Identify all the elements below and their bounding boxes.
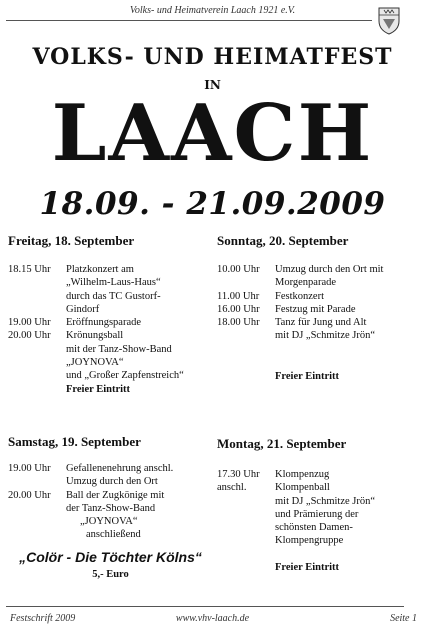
event-line: mit DJ „Schmitze Jrön“ [275,330,376,342]
event-line: und „Großer Zapfenstreich“ [66,370,184,382]
event-time: 18.15 Uhr [8,264,51,275]
free-entry-note: Freier Eintritt [66,383,131,395]
event-line: durch das TC Gustorf- [66,290,161,302]
free-entry-note: Freier Eintritt [275,561,340,573]
schedule-entry [8,329,213,382]
header-text: Volks- und Heimatverein Laach 1921 e.V. [129,5,296,16]
event-time: 19.00 Uhr [8,317,51,329]
event-line: Klompenball [275,482,330,494]
event-time: 20.00 Uhr [8,489,51,501]
schedule-entry [217,290,417,303]
day-block-sunday [217,233,417,382]
event-time: 16.00 Uhr [217,303,260,315]
event-line: mit der Tanz-Show-Band [66,343,172,355]
event-line: Krönungsball [66,330,124,342]
footer-page: Seite 1 [390,613,417,624]
schedule-entry [217,263,417,290]
event-line: der Tanz-Show-Band [66,502,156,514]
event-line: Gefallenenehrung anschl. [66,463,174,474]
festival-dates: 18.09. - 21.09.2009 [39,186,386,222]
event-line: Umzug durch den Ort mit [275,264,384,275]
event-time: 17.30 Uhr [217,469,260,480]
day-block-saturday [8,434,213,542]
schedule-entry [217,481,417,547]
day-heading: Samstag, 19. September [8,434,141,449]
event-line: Umzug durch den Ort [66,476,158,488]
event-line: Ball der Zugkönige mit [66,489,165,501]
schedule-entry [8,316,213,329]
event-line: „Wilhelm-Laus-Haus“ [66,277,161,289]
event-line: „JOYNOVA“ [80,516,138,528]
event-time: 18.00 Uhr [217,317,260,329]
event-line: Festzug mit Parade [275,303,356,315]
event-line: „JOYNOVA“ [66,357,124,369]
event-time: 19.00 Uhr [8,463,51,474]
event-time: 11.00 Uhr [217,290,260,302]
event-time: 10.00 Uhr [217,264,260,275]
guest-band: „Colör - Die Töchter Kölns“ [19,549,202,565]
event-time: 20.00 Uhr [8,330,51,342]
event-line: Eröffnungsparade [66,317,142,329]
event-line: anschließend [86,529,141,541]
event-line: mit DJ „Schmitze Jrön“ [275,495,376,507]
footer-divider [6,606,404,607]
schedule-entry [8,462,213,489]
event-line: Tanz für Jung und Alt [275,317,367,329]
title-in: IN [204,78,221,92]
header-divider [6,20,372,21]
schedule-entry [8,263,213,316]
day-heading: Freitag, 18. September [8,233,135,248]
event-line: Morgenparade [275,277,337,289]
free-entry-note: Freier Eintritt [275,370,340,382]
event-line: Festkonzert [275,290,324,302]
ticket-price: 5,- Euro [92,569,129,580]
event-line: Klompenzug [275,469,330,480]
event-line: und Prämierung der [275,508,359,520]
day-heading: Sonntag, 20. September [217,233,349,248]
town-name: LAACH [51,88,374,179]
schedule-entry [217,468,417,481]
event-line: Klompengruppe [275,535,344,547]
footer-left: Festschrift 2009 [10,613,76,624]
schedule-entry [217,316,417,343]
schedule-entry [8,489,213,542]
footer-website: www.vhv-laach.de [175,613,250,624]
day-block-friday [8,233,213,395]
coat-of-arms-icon [377,5,401,35]
day-heading: Montag, 21. September [217,436,347,451]
event-line: Platzkonzert am [66,264,134,275]
schedule-entry [217,303,417,316]
day-block-monday [217,436,417,573]
event-line: Gindorf [66,303,100,315]
event-line: schönsten Damen- [275,522,353,534]
festival-title: VOLKS- UND HEIMATFEST [32,44,393,70]
event-time: anschl. [217,482,247,494]
